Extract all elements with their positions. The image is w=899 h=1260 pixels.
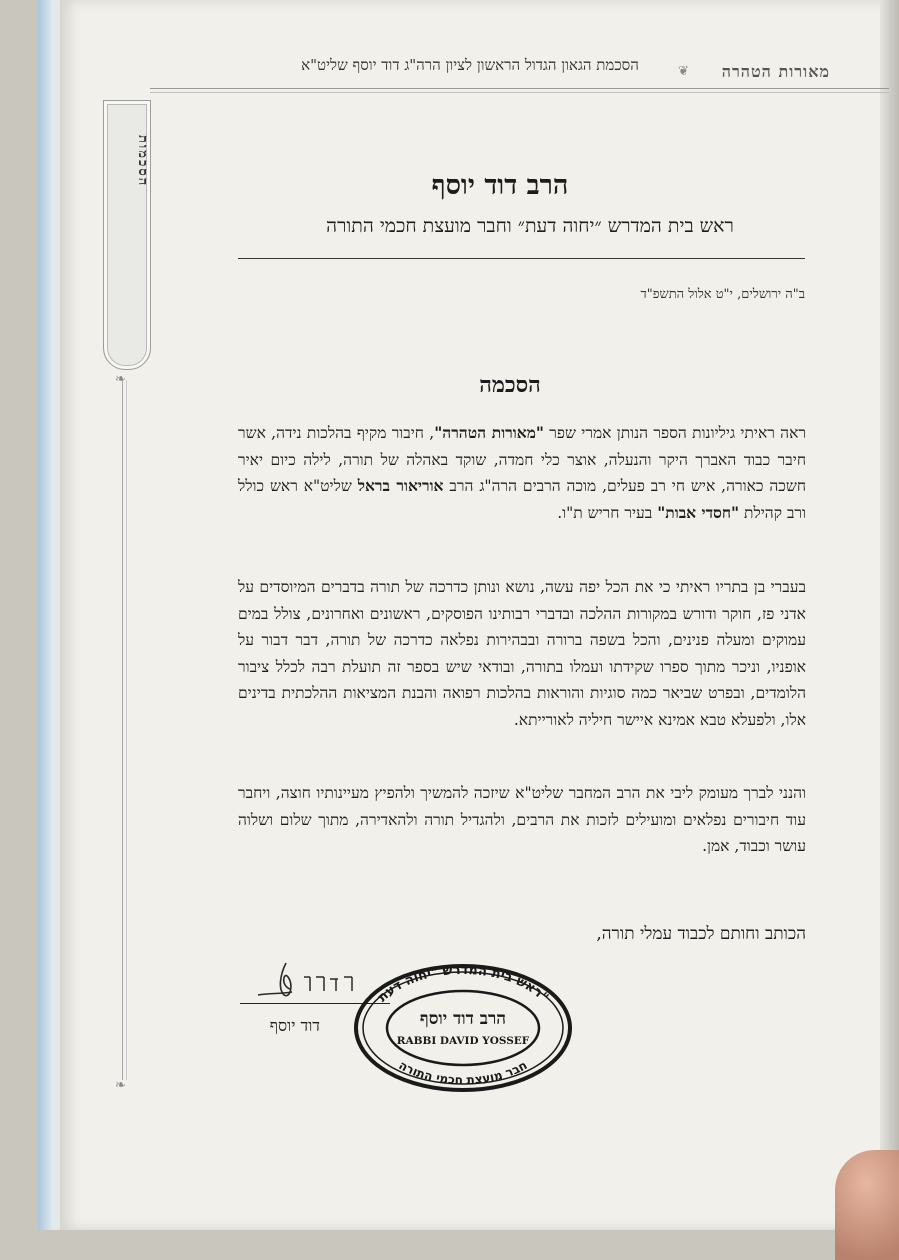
p1-middle: , חיבור מקיף בהלכות נידה, אשר חיבר כבוד האברך היקר והנעלה, אוצר כלי חמדה, שוקד באהלה של תורה, לילה כיום יאיר חשכה כאורה, איש חי רב פעלים, מוכה הרבים הרה"ג הרב: [238, 424, 807, 495]
stamp-outer-bottom: חבר מועצת חכמי התורה: [396, 1057, 530, 1088]
side-tab-label: הסכמות: [135, 134, 150, 188]
community-name: "חסדי אבות": [657, 502, 740, 522]
margin-flourish-bottom-icon: ❧: [115, 1078, 126, 1093]
paragraph-3: והנני לברך מעומק ליבי את הרב המחבר שליט"א שיזכה להמשיך ולהפיץ מעיינותיו חוצה, ויחבר עוד חיבורים נפלאים ומועילים לזכות את הרבים, ולהגדיל תורה ולהאדירה, מתוך שלום ושלוה עושר וכבוד, אמן.: [238, 784, 806, 855]
p1-after-author: שליט"א ראש כולל ורב קהילת: [238, 477, 806, 522]
closing-line: הכותב וחותם לכבוד עמלי תורה,: [596, 924, 806, 944]
header-flourish-icon: ❦: [678, 64, 689, 79]
margin-rule-secondary: [126, 380, 127, 1080]
paragraph-1: [238, 420, 806, 526]
header-rule-secondary: [150, 92, 889, 93]
stamp-center-hebrew: הרב דוד יוסף: [419, 1009, 507, 1029]
mechaber-name: אוריאור בראל: [357, 476, 444, 495]
book-name: מאורות הטהרה: [721, 62, 830, 81]
page-edge-right: [880, 0, 899, 1230]
stamp-outer-top: ראש בית המדרש "יחוה דעת": [375, 962, 552, 1006]
p1-end: בעיר חריש ת"ו.: [557, 503, 658, 522]
running-title: הסכמת הגאון הגדול הראשון לציון הרה"ג דוד יוסף שליט"א: [301, 56, 639, 74]
author-name: הרב דוד יוסף: [431, 170, 569, 201]
section-heading: הסכמה: [479, 372, 541, 398]
thumb: [835, 1150, 899, 1260]
side-tab: [103, 100, 151, 370]
margin-flourish-top-icon: ❧: [115, 372, 126, 387]
title-rule: [238, 258, 805, 259]
header-rule: [150, 88, 889, 89]
p1-before-book: ראה ראיתי גיליונות הספר הנותן אמרי שפר: [543, 424, 806, 442]
book-title: "מאורות הטהרה": [434, 423, 544, 442]
rabbinical-stamp: [352, 962, 574, 1094]
author-title: ראש בית המדרש ״יחוה דעת״ וחבר מועצת חכמי התורה: [326, 215, 734, 237]
svg-text:ראש בית המדרש "יחוה דעת": [375, 963, 551, 1005]
signature-name: דוד יוסף: [269, 1016, 320, 1035]
stamp-center-english: RABBI DAVID YOSSEF: [396, 1035, 530, 1047]
handwritten-signature: [250, 955, 360, 1005]
paragraph-2: בעברי בן בתריו ראיתי כי את הכל יפה עשה, נושא ונותן כדרכה של תורה בדברים המיוסדים על אדני פז, חוקר ודורש במקורות ההלכה ובדברי רבותינו הפוסקים, ראשונים ואחרונים, צולל במים עמוקים ומעלה פנינים, והכל בשפה ברורה ובבהירות נפלאה כדרכה של תורה, דבר דבור על אופניו, וניכר מתוך ספרו שקידתו ועמלו בתורה, ובודאי שיש בספר זה תועלת רבה לכלל ציבור הלומדים, ובפרט שביאר כמה סוגיות והוראות בהלכות רפואה והבנת המציאות ההלכתית בדינים אלו, ולפעלא טבא אמינא איישר חיליה לאורייתא.: [238, 578, 806, 729]
margin-rule: [122, 380, 123, 1080]
book-spine-edge: [38, 0, 62, 1230]
dateline: ב"ה ירושלים, י"ט אלול התשפ"ד: [640, 287, 805, 302]
